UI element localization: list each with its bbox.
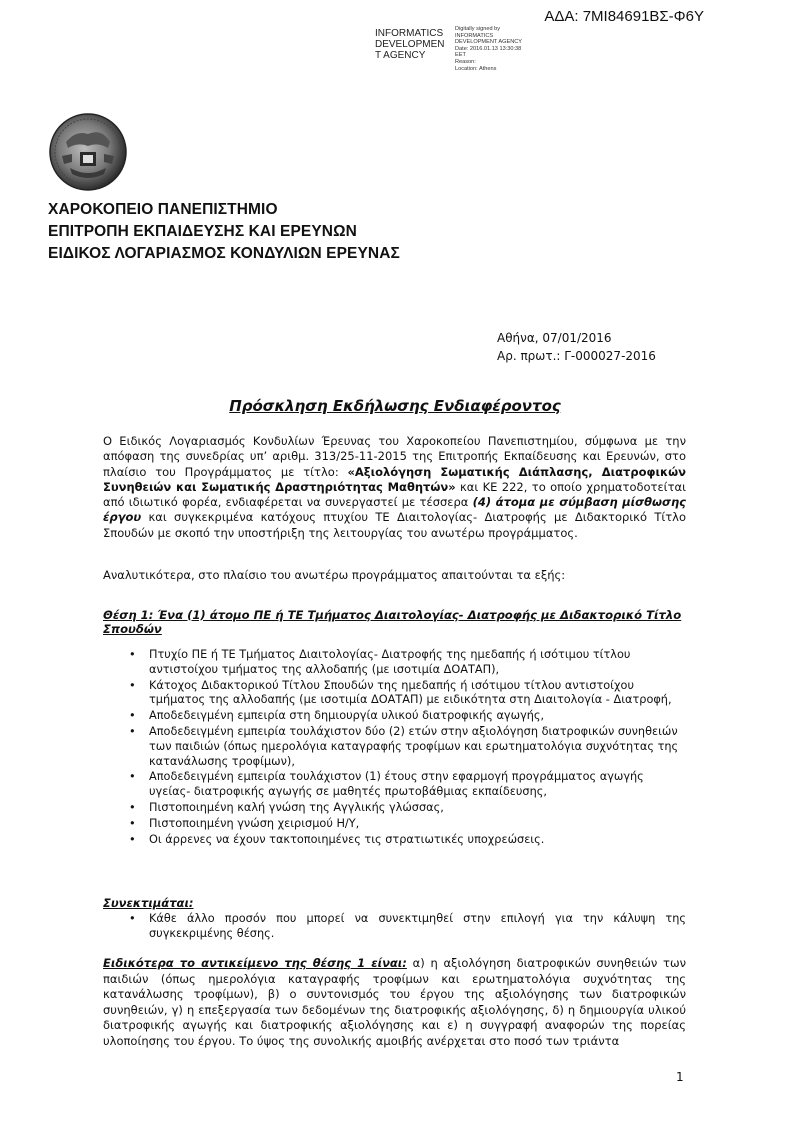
signature-organization [375, 28, 444, 61]
document-date: Αθήνα, 07/01/2016 [497, 331, 612, 345]
list-item: • Πιστοποιημένη καλή γνώση της Αγγλικής γλώσσας, [129, 800, 444, 814]
program-title: «Αξιολόγηση Σωματικής Διάπλασης, Διατροφικών Συνηθειών και Σωματικής Δραστηριότητας Μαθητών» [103, 464, 686, 494]
intro-text: και συγκεκριμένα κατόχους πτυχίου ΤΕ Διαιτολογίας- Διατροφής με Διδακτορικό Τίτλο Σπουδών με σκοπό την υποστήριξη της λειτουργίας του ανωτέρω προγράμματος. [103, 510, 686, 540]
position-detail-text: α) η αξιολόγηση διατροφικών συνηθειών των παιδιών (όπως ημερολόγια καταγραφής τροφίμων και ερωτηματολόγια συχνότητας της κατανάλωσης τροφίμων), β) ο συντονισμός του έργου της αξιολόγησης των διατροφικών συνηθειών, γ) η επεξεργασία των δεδομένων της διατροφικής αξιολόγησης, δ) η δημιουργία υλικού διατροφικής αγωγής και διατροφικής αξιολόγησης και ε) η συγγραφή αναφορών της πορείας υλοποίησης του έργου. Το ύψος της συνολικής αμοιβής ανέρχεται στο ποσό των τριάντα [103, 956, 686, 1048]
list-item: • Πιστοποιημένη γνώση χειρισμού Η/Υ, [129, 816, 360, 830]
position-detail-title: Ειδικότερα το αντικείμενο της θέσης 1 είναι: [103, 956, 407, 970]
list-item: • Πτυχίο ΠΕ ή ΤΕ Τμήματος Διαιτολογίας- Διατροφής της ημεδαπής ή ισότιμου τίτλου αντιστοίχου τμήματος της αλλοδαπής (με ισοτιμία ΔΟΑΤΑΠ), [129, 648, 631, 676]
intro-requirements-lead: Αναλυτικότερα, στο πλαίσιο του ανωτέρω προγράμματος απαιτούνται τα εξής: [103, 568, 566, 582]
header-university: ΧΑΡΟΚΟΠΕΙΟ ΠΑΝΕΠΙΣΤΗΜΙΟ [48, 201, 278, 218]
requirements-list [103, 648, 686, 848]
signature-detail-line: Digitally signed by [455, 26, 501, 32]
bullet: • [129, 832, 136, 846]
protocol-number: Αρ. πρωτ.: Γ-000027-2016 [497, 349, 656, 363]
signature-org-line: INFORMATICS [375, 28, 444, 39]
signature-org-line: DEVELOPMEN [375, 39, 445, 50]
persons-count: (4) άτομα με σύμβαση μίσθωσης έργου [103, 495, 686, 525]
signature-detail-line: DEVELOPMENT AGENCY [455, 39, 523, 46]
header-committee: ΕΠΙΤΡΟΠΗ ΕΚΠΑΙΔΕΥΣΗΣ ΚΑΙ ΕΡΕΥΝΩΝ [48, 223, 357, 240]
intro-text: και ΚΕ 222, το οποίο χρηματοδοτείται από ιδιωτικό φορέα, ενδιαφέρεται να συνεργαστεί με τέσσερα [103, 479, 686, 510]
supplementary-list [103, 911, 686, 941]
bullet: • [129, 724, 136, 738]
bullet: • [129, 800, 136, 814]
position-detail-paragraph [103, 956, 686, 1050]
signature-detail-line: Reason: [455, 58, 476, 65]
university-seal-icon [48, 112, 128, 192]
signature-detail-line: Location: Athens [455, 65, 497, 72]
signature-org-line: T AGENCY [375, 50, 426, 61]
bullet: • [129, 678, 136, 692]
bullet: • [129, 912, 136, 925]
bullet: • [129, 770, 136, 784]
signature-detail-line: Date: 2016.01.13 13:30:38 [455, 45, 522, 52]
list-item: • Αποδεδειγμένη εμπειρία τουλάχιστον (1) έτους στην εφαρμογή προγράμματος αγωγής υγείας- διατροφικής αγωγής σε μαθητές πρωτοβάθμιας εκπαίδευσης, [129, 770, 644, 799]
list-item: • Αποδεδειγμένη εμπειρία τουλάχιστον δύο (2) ετών στην αξιολόγηση διατροφικών συνηθειών των παιδιών (όπως ημερολόγια καταγραφής τροφίμων και ερωτηματολόγια συχνότητας της κατανάλωσης τροφίμων), [129, 724, 679, 768]
bullet: • [129, 816, 136, 830]
bullet: • [129, 648, 136, 661]
intro-text: Ο Ειδικός Λογαριασμός Κονδυλίων Έρευνας του Χαροκοπείου Πανεπιστημίου, σύμφωνα με την απόφαση της συνεδρίας υπ’ αριθμ. 313/25-11-2015 της Επιτροπής Εκπαίδευσης και Ερευνών, στο πλαίσιο του Προγράμματος με τίτλο: [103, 434, 686, 479]
ada-code: ΑΔΑ: 7ΜΙ84691ΒΣ-Φ6Υ [544, 8, 704, 25]
signature-detail-line: INFORMATICS [455, 32, 494, 39]
page-number: 1 [676, 1070, 684, 1084]
bullet: • [129, 709, 136, 723]
signature-details [455, 26, 522, 72]
supplementary-title: Συνεκτιμάται: [103, 896, 194, 910]
document-title: Πρόσκληση Εκδήλωσης Ενδιαφέροντος [229, 397, 561, 415]
list-item: • Κάθε άλλο προσόν που μπορεί να συνεκτιμηθεί στην επιλογή για την κάλυψη της συγκεκριμένης θέσης. [129, 912, 686, 940]
list-item: • Κάτοχος Διδακτορικού Τίτλου Σπουδών της ημεδαπής ή ισότιμου τίτλου αντιστοίχου τμήματος της αλλοδαπής (με ισοτιμία ΔΟΑΤΑΠ) με ειδικότητα στη Διαιτολογία - Διατροφή, [129, 678, 672, 707]
list-item: • Αποδεδειγμένη εμπειρία στη δημιουργία υλικού διατροφικής αγωγής, [129, 709, 545, 723]
header-account: ΕΙΔΙΚΟΣ ΛΟΓΑΡΙΑΣΜΟΣ ΚΟΝΔΥΛΙΩΝ ΕΡΕΥΝΑΣ [48, 245, 400, 262]
signature-detail-line: EET [455, 52, 466, 59]
position-title: Θέση 1: Ένα (1) άτομο ΠΕ ή ΤΕ Τμήματος Διαιτολογίας- Διατροφής με Διδακτορικό Τίτλο Σπουδών [103, 608, 682, 636]
list-item: • Οι άρρενες να έχουν τακτοποιημένες τις στρατιωτικές υποχρεώσεις. [129, 832, 545, 846]
intro-paragraph [103, 434, 686, 541]
